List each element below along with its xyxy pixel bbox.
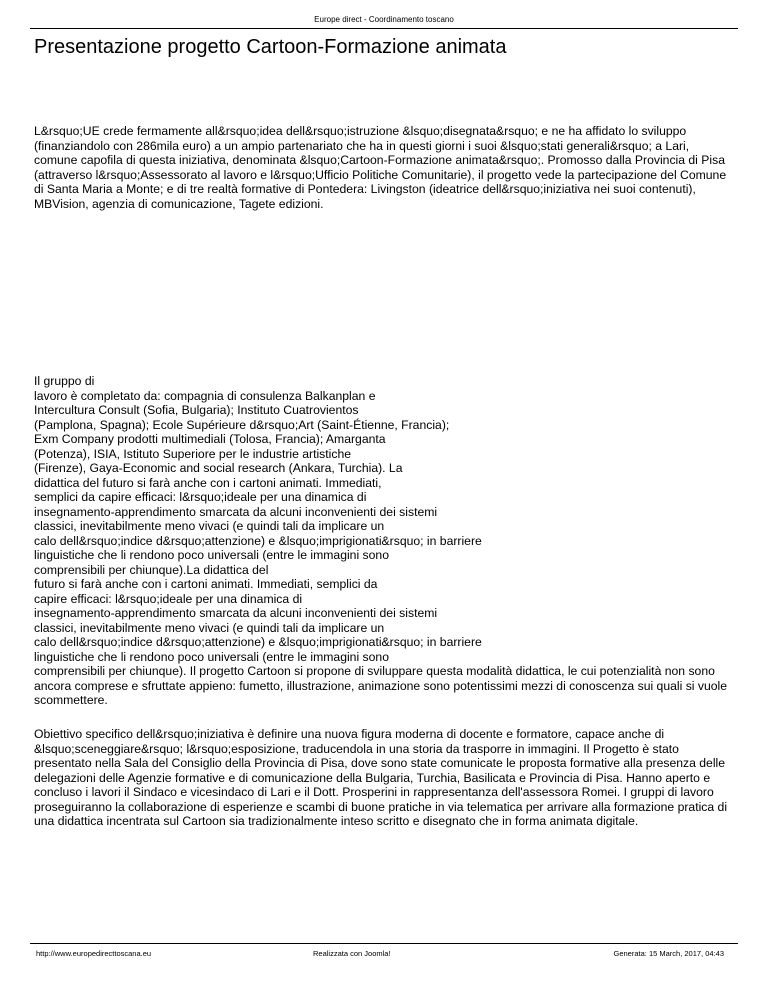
footer-generated-date: Generata: 15 March, 2017, 04:43 — [613, 949, 724, 958]
article-paragraph-objective: Obiettivo specifico dell&rsquo;iniziativa è definire una nuova figura moderna di docente e formatore, capace anche di &lsquo;sceneggiare&rsquo; l&rsquo;esposizione, traducendola in una storia da trasporre in immagini. Il Progetto è stato presentato nella Sala del Consiglio della Provincia di Pisa, dove sono state comunicate le proposta formative alla presenza delle delegazioni delle Agenzie formative e di comunicazione della Bulgaria, Turchia, Basilicata e Provincia di Pisa. Hanno aperto e concluso i lavori il Sindaco e vicesindaco di Lari e il Dott. Prosperini in rappresentanza dell'assessora Romei. I gruppi di lavoro proseguiranno la collaborazione di esperienze e scambi di buone pratiche in via telematica per arrivare alla formazione pratica di una didattica incentrata sul Cartoon sia tradizionalmente inteso scritto e disegnato che in forma animata digitale. — [34, 727, 728, 828]
article-paragraph-intro: L&rsquo;UE crede fermamente all&rsquo;idea dell&rsquo;istruzione &lsquo;disegnata&rsquo; e ne ha affidato lo sviluppo (finanziandolo con 286mila euro) a un ampio partenariato che ha in questi giorni i suoi &lsquo;stati generali&rsquo; a Lari, comune capofila di questa iniziativa, denominata &lsquo;Cartoon-Formazione animata&rsquo;. Promosso dalla Provincia di Pisa (attraverso l&rsquo;Assessorato al lavoro e l&rsquo;Ufficio Politiche Comunitarie), il progetto vede la partecipazione del Comune di Santa Maria a Monte; e di tre realtà formative di Pontedera: Livingston (ideatrice dell&rsquo;iniziativa nei suoi contenuti), MBVision, agenzia di comunicazione, Tagete edizioni. — [34, 124, 727, 211]
article-title: Presentazione progetto Cartoon-Formazione animata — [34, 36, 507, 58]
footer-credit: Realizzata con Joomla! — [313, 949, 391, 958]
site-header: Europe direct - Coordinamento toscano — [314, 15, 454, 24]
footer-divider — [30, 943, 738, 944]
article-paragraph-partners: Il gruppo di lavoro è completato da: compagnia di consulenza Balkanplan e Intercultura Consult (Sofia, Bulgaria); Instituto Cuatrovientos (Pamplona, Spagna); Ecole Supérieure d&rsquo;Art (Saint-Étienne, Francia); Exm Company prodotti multimediali (Tolosa, Francia); Amarganta (Potenza), ISIA, Istituto Superiore per le industrie artistiche (Firenze), Gaya-Economic and social research (Ankara, Turchia). La didattica del futuro si farà anche con i cartoni animati. Immediati, semplici da capire efficaci: l&rsquo;ideale per una dinamica di insegnamento-apprendimento smarcata da alcuni inconvenienti dei sistemi classici, inevitabilmente meno vivaci (e quindi tali da implicare un calo dell&rsquo;indice d&rsquo;attenzione) e &lsquo;imprigionati&rsquo; in barriere linguistiche che li rendono poco universali (entre le immagini sono comprensibili per chiunque).La didattica del futuro si farà anche con i cartoni animati. Immediati, semplici da capire efficaci: l&rsquo;ideale per una dinamica di insegnamento-apprendimento smarcata da alcuni inconvenienti dei sistemi classici, inevitabilmente meno vivaci (e quindi tali da implicare un calo dell&rsquo;indice d&rsquo;attenzione) e &lsquo;imprigionati&rsquo; in barriere linguistiche che li rendono poco universali (entre le immagini sono comprensibili per chiunque). Il progetto Cartoon si propone di sviluppare questa modalità didattica, le cui potenzialità non sono ancora comprese e sfruttate appieno: fumetto, illustrazione, animazione sono potentissimi mezzi di conoscenza sui quali si vuole scommettere. — [34, 374, 728, 707]
footer-url-link[interactable]: http://www.europedirecttoscana.eu — [36, 949, 152, 958]
header-divider — [30, 28, 738, 29]
